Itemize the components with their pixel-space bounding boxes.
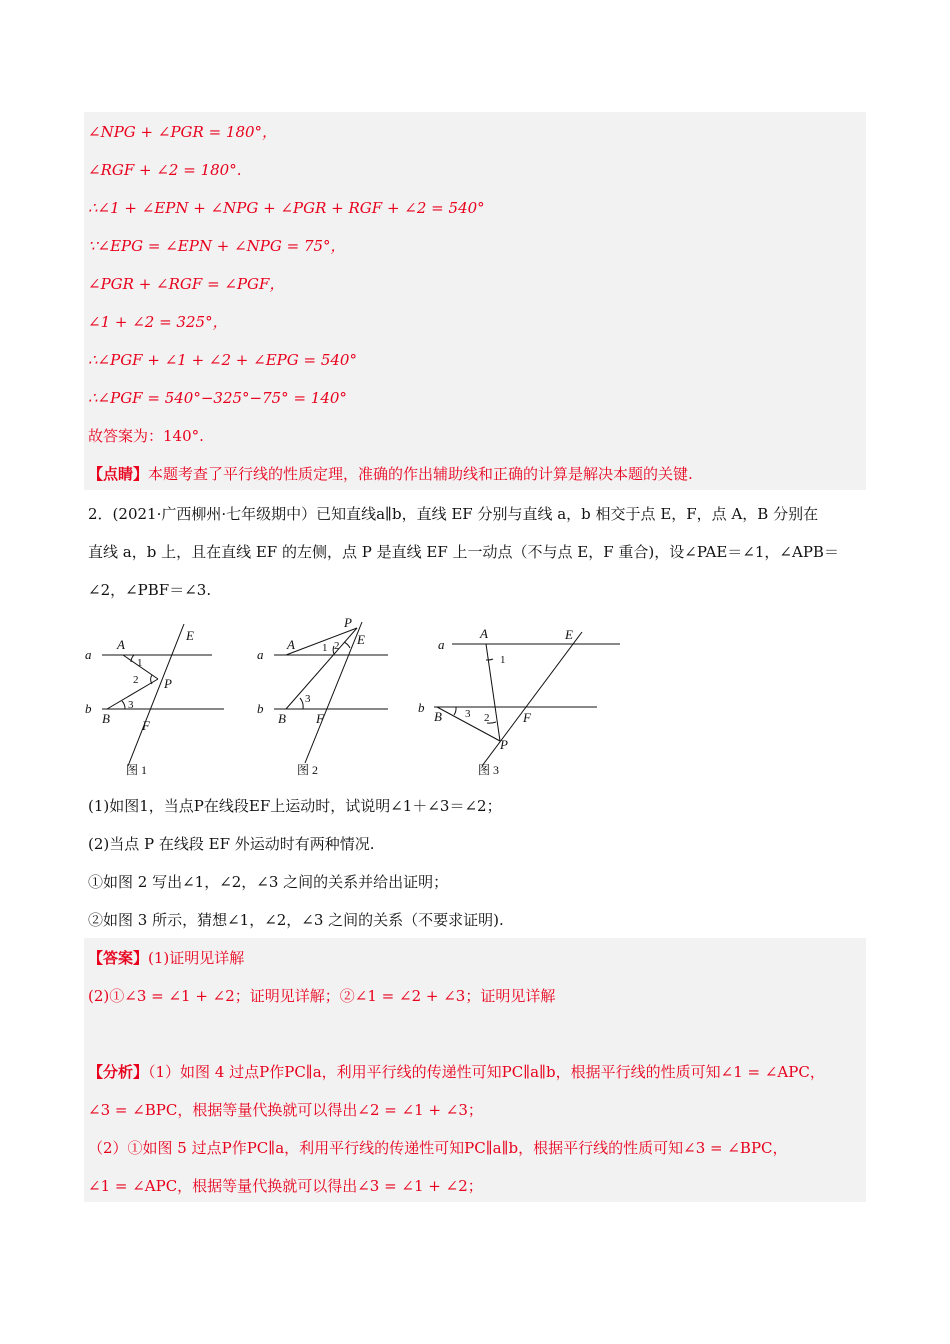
fig1-angle-3: 3 (128, 699, 134, 711)
fig3-label-E: E (565, 627, 573, 642)
question-2a: ①如图 2 写出∠1，∠2，∠3 之间的关系并给出证明； (88, 873, 449, 891)
fig3-label-P: P (500, 737, 508, 752)
fig2-label-P: P (344, 618, 352, 630)
answer-conclusion: 故答案为：140°. (88, 427, 204, 445)
answer-line-2: ∠RGF + ∠2 = 180°. (88, 161, 242, 179)
fig1-label-a: a (85, 647, 92, 662)
fig2-angle-3: 3 (305, 693, 311, 705)
answer2-line-1 (88, 948, 244, 968)
comment-text: 本题考查了平行线的性质定理，准确的作出辅助线和正确的计算是解决本题的关键. (148, 465, 693, 483)
analysis-line-2: ∠3 = ∠BPC，根据等量代换就可以得出∠2 = ∠1 + ∠3； (88, 1101, 483, 1119)
fig1-label-B: B (102, 711, 110, 726)
question-1: (1)如图1，当点P在线段EF上运动时，试说明∠1＋∠3＝∠2； (88, 797, 502, 815)
fig1-caption: 图 1 (126, 763, 148, 777)
question-2b: ②如图 3 所示，猜想∠1，∠2，∠3 之间的关系（不要求证明). (88, 911, 504, 929)
fig3-label-b: b (418, 700, 425, 715)
fig1-label-b: b (85, 701, 92, 716)
answer2-line-2: (2)①∠3 = ∠1 + ∠2；证明见详解；②∠1 = ∠2 + ∠3；证明见详解 (88, 987, 556, 1005)
problem2-line-1: 2．(2021·广西柳州·七年级期中）已知直线a∥b，直线 EF 分别与直线 a，b 相交于点 E，F，点 A，B 分别在 (88, 505, 819, 523)
fig2-label-A: A (287, 637, 295, 652)
analysis-line-4: ∠1 = ∠APC，根据等量代换就可以得出∠3 = ∠1 + ∠2； (88, 1177, 483, 1195)
fig1-label-E: E (186, 628, 194, 643)
analysis-line-3: （2）①如图 5 过点P作PC∥a，利用平行线的传递性可知PC∥a∥b，根据平行线的性质可知∠3 = ∠BPC， (88, 1139, 788, 1157)
analysis-text-1: （1）如图 4 过点P作PC∥a，利用平行线的传递性可知PC∥a∥b，根据平行线的性质可知∠1 = ∠APC， (148, 1063, 825, 1081)
fig2-angle-1: 1 (322, 642, 328, 654)
comment-tag: 【点睛】 (88, 465, 149, 483)
fig1-angle-2: 2 (133, 674, 139, 686)
fig3-angle-3: 3 (465, 708, 471, 720)
answer-line-6: ∠1 + ∠2 = 325°， (88, 313, 228, 331)
answer-line-7: ∴∠PGF + ∠1 + ∠2 + ∠EPG = 540° (88, 351, 357, 369)
fig2-label-b: b (257, 701, 264, 716)
answer-line-5: ∠PGR + ∠RGF = ∠PGF， (88, 275, 285, 293)
analysis-tag: 【分析】 (88, 1063, 149, 1081)
fig3-angle-1: 1 (500, 654, 506, 666)
fig3-label-a: a (438, 637, 445, 652)
problem2-line-3: ∠2，∠PBF＝∠3. (88, 581, 212, 599)
fig2-label-B: B (278, 711, 286, 726)
fig2-label-E: E (357, 632, 365, 647)
fig1-label-F: F (142, 718, 150, 733)
comment-line (88, 464, 693, 484)
fig3-label-B: B (434, 709, 442, 724)
fig2-label-F: F (316, 711, 324, 726)
fig1-label-A: A (117, 637, 125, 652)
answer-line-3: ∴∠1 + ∠EPN + ∠NPG + ∠PGR + RGF + ∠2 = 540° (88, 199, 485, 217)
fig3-caption: 图 3 (478, 763, 500, 777)
answer2-tag: 【答案】 (88, 949, 149, 967)
answer2-part1: (1)证明见详解 (148, 949, 245, 967)
fig3-angle-2: 2 (484, 712, 490, 724)
fig3-label-A: A (480, 626, 488, 641)
fig2-label-a: a (257, 647, 264, 662)
fig3-label-F: F (523, 710, 531, 725)
fig2-caption: 图 2 (297, 763, 319, 777)
answer-line-1: ∠NPG + ∠PGR = 180°， (88, 123, 278, 141)
figures (82, 618, 642, 788)
problem2-line-2: 直线 a，b 上，且在直线 EF 的左侧，点 P 是直线 EF 上一动点（不与点 E，F 重合)，设∠PAE＝∠1，∠APB＝ (88, 543, 839, 561)
fig1-angle-1: 1 (137, 657, 143, 669)
answer-line-4: ∵∠EPG = ∠EPN + ∠NPG = 75°， (88, 237, 346, 255)
answer-line-8: ∴∠PGF = 540°−325°−75° = 140° (88, 389, 347, 407)
fig2-angle-2: 2 (334, 640, 340, 652)
question-2: (2)当点 P 在线段 EF 外运动时有两种情况. (88, 835, 375, 853)
analysis-line-1 (88, 1062, 825, 1082)
fig1-label-P: P (164, 676, 172, 691)
